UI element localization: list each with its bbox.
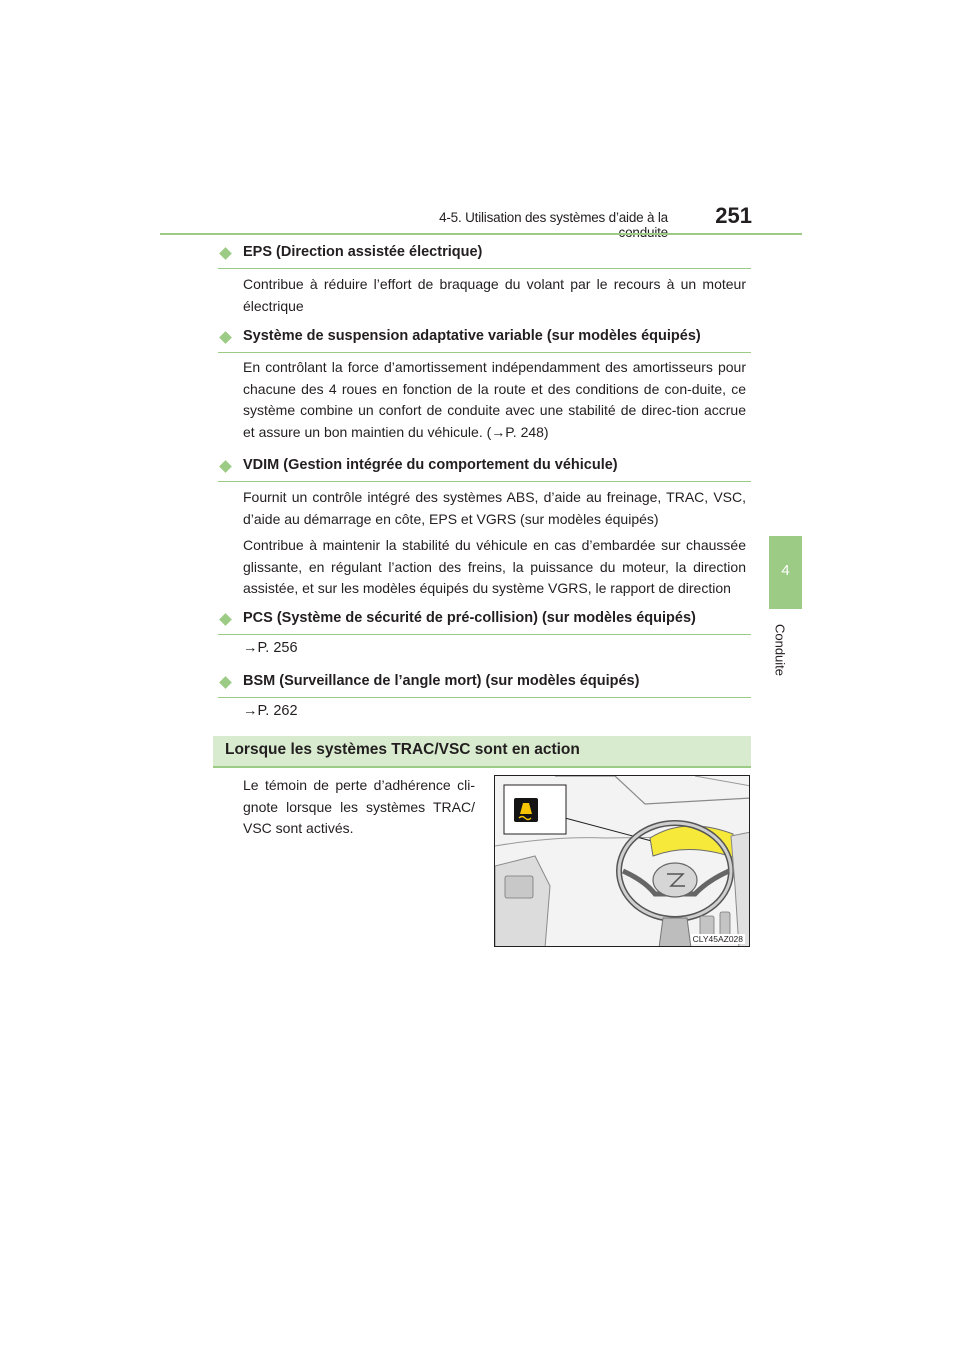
section-heading-pcs (218, 608, 751, 635)
trac-vsc-paragraph: Le témoin de perte d’adhérence cli-gnote lorsque les systèmes TRAC/ VSC sont activés. (243, 777, 475, 836)
dashboard-illustration (494, 775, 750, 947)
section-heading-vdim (218, 455, 751, 482)
section-heading-bsm (218, 671, 751, 698)
diamond-bullet-icon (219, 613, 232, 626)
section-heading-label: PCS (Système de sécurité de pré-collision) (sur modèles équipés) (243, 610, 696, 626)
chapter-label: Conduite (772, 623, 788, 677)
diamond-bullet-icon (219, 676, 232, 689)
diamond-bullet-icon (219, 331, 232, 344)
section-heading-eps (218, 242, 751, 269)
header-rule (160, 233, 802, 235)
page-reference-link[interactable]: →P. 256 (243, 640, 298, 656)
section-heading-label: BSM (Surveillance de l’angle mort) (sur modèles équipés) (243, 673, 640, 689)
diamond-bullet-icon (219, 247, 232, 260)
steering-wheel-illustration (495, 776, 750, 947)
section-paragraph: Fournit un contrôle intégré des systèmes ABS, d’aide au freinage, TRAC, VSC, d’aide au démarrage en côte, EPS et VGRS (sur modèles équipés) (243, 489, 746, 527)
section-paragraph: En contrôlant la force d’amortissement indépendamment des amortisseurs pour chacune des 4 roues en fonction de la route et des conditions de con-duite, ce système combine un confort de conduite avec une stabilité de direc-tion accrue et assure un bon maintien du véhicule. (→P. 248) (243, 359, 746, 440)
section-paragraph: Contribue à maintenir la stabilité du véhicule en cas d’embardée sur chaussée glissante, en régulant l’action des freins, la puissance du moteur, la direction assistée, et sur les modèles équipés du système VGRS, le rapport de direction (243, 537, 746, 596)
chapter-label-box (758, 622, 802, 678)
diamond-bullet-icon (219, 460, 232, 473)
trac-vsc-section-heading (213, 736, 751, 768)
section-heading-suspension (218, 326, 751, 353)
page-reference-link[interactable]: →P. 262 (243, 703, 298, 719)
trac-vsc-heading-label: Lorsque les systèmes TRAC/VSC sont en action (225, 741, 580, 758)
page-number: 251 (715, 203, 752, 228)
running-header-title: 4-5. Utilisation des systèmes d’aide à la (439, 210, 668, 225)
chapter-number: 4 (781, 562, 790, 579)
section-paragraph: Contribue à réduire l’effort de braquage du volant par le recours à un moteur électrique (243, 276, 746, 314)
figure-code: CLY45AZ028 (692, 934, 743, 944)
section-heading-label: EPS (Direction assistée électrique) (243, 244, 483, 260)
section-heading-label: VDIM (Gestion intégrée du comportement du véhicule) (243, 457, 618, 473)
section-heading-label: Système de suspension adaptative variable (sur modèles équipés) (243, 328, 701, 344)
